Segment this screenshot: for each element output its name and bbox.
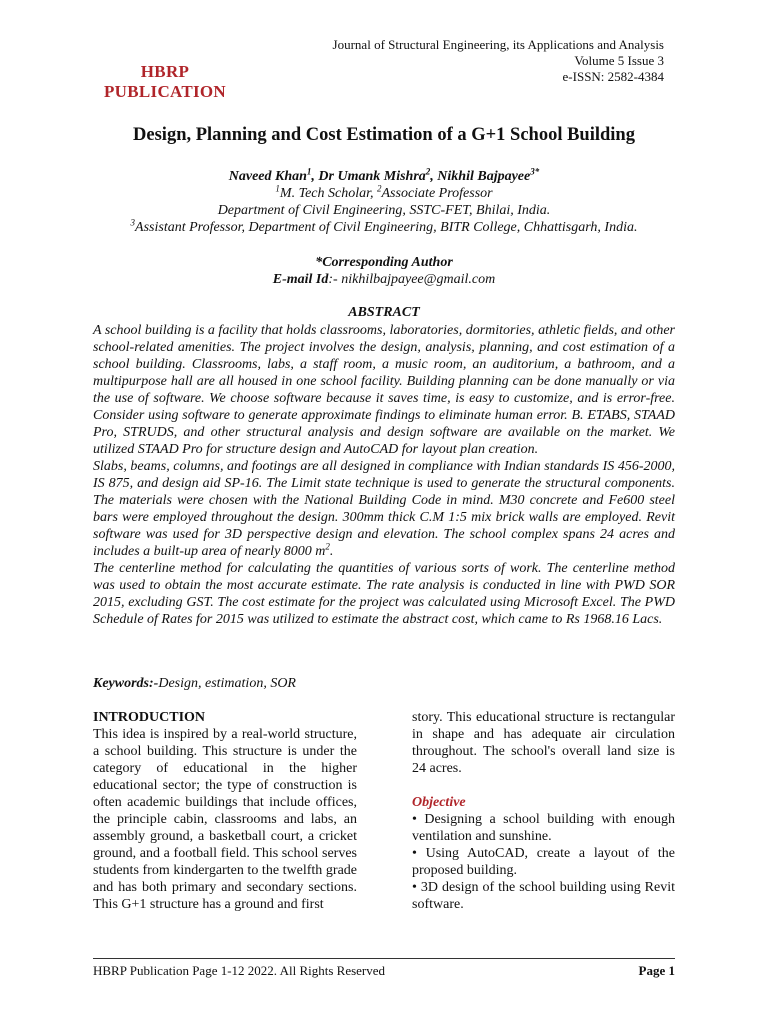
aff1-text: M. Tech Scholar, [279,186,377,201]
objective-bullet: • 3D design of the school building using Revit software. [412,880,675,912]
left-column [93,709,357,913]
department-1: Department of Civil Engineering, SSTC-FET, Bhilai, India. [217,203,551,218]
keywords-label: Keywords:- [93,676,159,691]
abstract-p2-text: Slabs, beams, columns, and footings are all designed in compliance with Indian standards IS 456-2000, IS 875, and design aid SP-16. The Limit state technique is used to generate the structural components. The materials were chosen with the National Building Code in mind. M30 concrete and Fe600 steel bars were employed throughout the design. 300mm thick C.M 1:5 mix brick walls are employed. Revit software was used for 3D perspective design and elevation. The school complex spans 24 acres and includes a built-up area of nearly 8000 m [93,459,675,559]
author-2: Dr Umank Mishra [318,169,426,184]
author-list: Naveed Khan$^1$, Dr Umank Mishra$^2$, Nikhil Bajpayee$^{3*}$ [228,166,540,184]
journal-info [333,37,664,85]
publisher-logo [104,62,226,102]
introduction-continued: story. This educational structure is rectangular in shape and has adequate air circulation throughout. The school's overall land size is 24 acres. [412,710,675,776]
abstract-body [93,322,675,628]
journal-name: Journal of Structural Engineering, its Applications and Analysis [332,37,664,52]
author-1: Naveed Khan [228,169,307,184]
journal-volume: Volume 5 Issue 3 [574,53,664,68]
logo-line-2: PUBLICATION [104,82,227,101]
objective-heading: Objective [412,795,466,810]
aff2-text: Associate Professor [381,186,493,201]
objective-bullet: • Using AutoCAD, create a layout of the proposed building. [412,846,675,878]
email-value[interactable]: :- nikhilbajpayee@gmail.com [328,272,496,287]
keywords-line [93,676,296,692]
aff3-sup: 3 [130,217,136,228]
introduction-heading: INTRODUCTION [93,710,206,725]
journal-issn: e-ISSN: 2582-4384 [562,69,664,84]
abstract-p2-sup: 2 [325,541,330,552]
objective-bullet: • Designing a school building with enough ventilation and sunshine. [412,812,675,844]
keywords-value: Design, estimation, SOR [158,676,296,691]
authors-block [0,168,768,236]
author-2-sup: 2 [425,166,431,177]
author-3-sup: 3* [530,166,540,177]
page-number: Page 1 [638,963,675,978]
department-2: Assistant Professor, Department of Civil Engineering, BITR College, Chhattisgarh, India. [135,220,638,235]
introduction-text: This idea is inspired by a real-world structure, a school building. This structure is under the category of educational in the higher educational sector; the type of construction is often academic buildings that include offices, the principle cabin, classrooms and labs, an assembly ground, a basketball court, a cricket ground, and a football field. This school serves students from kindergarten to the twelfth grade and has both primary and secondary sections. This G+1 structure has a ground and first [93,727,357,912]
logo-line-1: HBRP [140,62,190,81]
department-2-line [0,219,768,236]
email-label: E-mail Id [272,272,329,287]
paper-title: Design, Planning and Cost Estimation of a G+1 School Building [133,125,635,145]
aff1-sup: 1 [275,183,280,194]
abstract-paragraph-3: The centerline method for calculating the quantities of various sorts of work. The centerline method was used to obtain the most accurate estimate. The rate analysis is conducted in line with PWD SOR 2015, excluding GST. The cost estimate for the project was calculated using Microsoft Excel. The PWD Schedule of Rates for 2015 was utilized to estimate the abstract cost, which came to Rs 1968.16 Lacs. [93,561,675,627]
abstract-heading: ABSTRACT [348,305,420,320]
footer-divider [93,958,675,959]
aff2-sup: 2 [377,183,382,194]
author-3: Nikhil Bajpayee [437,169,531,184]
contact-block [0,254,768,288]
abstract-paragraph-2 [93,458,675,560]
abstract-p2-end: . [329,544,334,559]
footer-copyright: HBRP Publication Page 1-12 2022. All Rights Reserved [93,963,386,978]
author-1-sup: 1 [306,166,312,177]
corresponding-author: *Corresponding Author [315,255,453,270]
affiliation-roles [0,185,768,202]
right-column [412,709,675,913]
abstract-paragraph-1: A school building is a facility that holds classrooms, laboratories, dormitories, athletic fields, and other school-related amenities. The project involves the design, analysis, planning, and cost estimation of a school building. Classrooms, labs, a staff room, a music room, an auditorium, a bathroom, and a multipurpose hall are all housed in one school facility. Building planning can be done manually or via the use of software. We choose software because it saves time, is easy to customize, and is error-free. Consider using software to generate approximate findings to eliminate human error. B. ETABS, STAAD Pro, STRUDS, and other structural analysis and design software are available on the market. We utilized STAAD Pro for structure design and AutoCAD for layout plan creation. [93,323,675,457]
email-line [0,271,768,288]
